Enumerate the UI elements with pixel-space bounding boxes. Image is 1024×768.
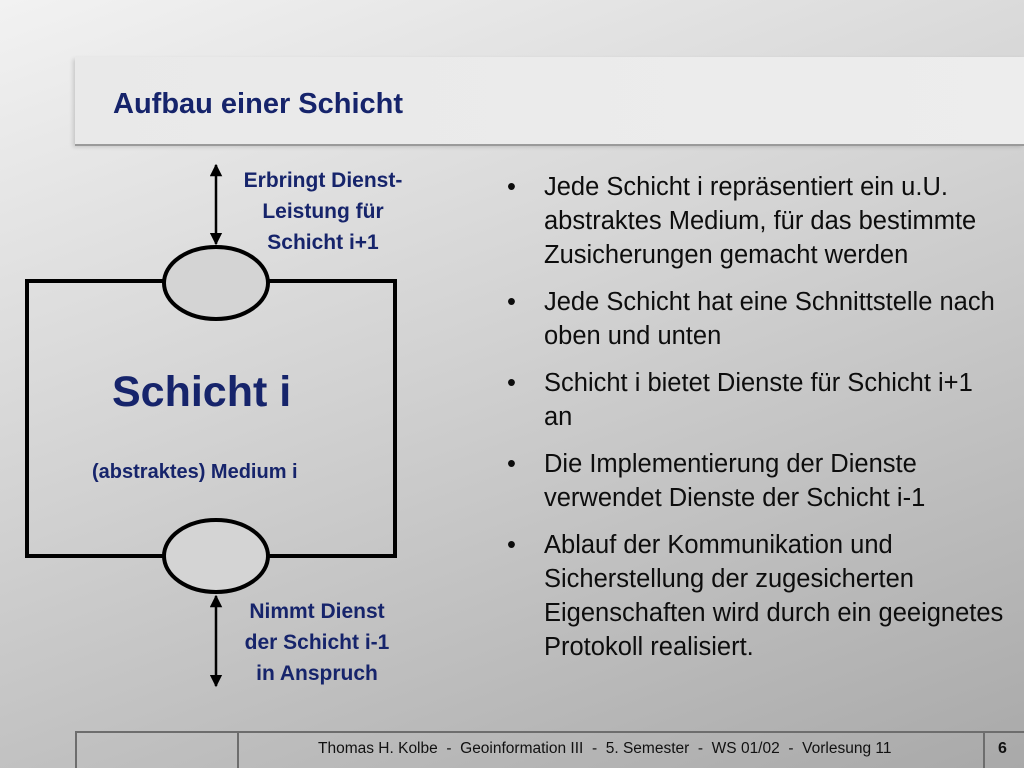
footer-divider xyxy=(75,731,77,768)
upper-service-label: Erbringt Dienst- Leistung für Schicht i+1 xyxy=(243,169,403,254)
page-number: 6 xyxy=(998,740,1007,757)
bullet-item xyxy=(507,528,1007,664)
bullet-icon: • xyxy=(507,369,516,397)
layer-box xyxy=(27,281,395,556)
bullet-item xyxy=(507,447,1007,515)
bullet-icon: • xyxy=(507,450,516,478)
bullet-item xyxy=(507,366,1007,434)
bullet-text: Schicht i bietet Dienste für Schicht i+1 an xyxy=(544,369,973,431)
bullet-item xyxy=(507,285,1007,353)
bullet-list xyxy=(507,170,1007,677)
slide-title: Aufbau einer Schicht xyxy=(113,88,404,120)
bullet-item xyxy=(507,170,1007,272)
bullet-icon: • xyxy=(507,531,516,559)
lower-service-label: Nimmt Dienst der Schicht i-1 in Anspruch xyxy=(244,600,390,685)
bullet-text: Die Implementierung der Dienste verwendet Dienste der Schicht i-1 xyxy=(544,450,926,512)
lower-interface-ellipse xyxy=(164,520,268,592)
bullet-text: Jede Schicht hat eine Schnittstelle nach oben und unten xyxy=(544,288,995,350)
layer-title: Schicht i xyxy=(112,368,292,416)
footer-divider xyxy=(983,731,985,768)
footer-text: Thomas H. Kolbe - Geoinformation III - 5. Semester - WS 01/02 - Vorlesung 11 xyxy=(318,740,892,757)
layer-subtitle: (abstraktes) Medium i xyxy=(92,461,298,483)
bullet-icon: • xyxy=(507,173,516,201)
footer-rule xyxy=(75,731,1024,733)
bullet-icon: • xyxy=(507,288,516,316)
footer-divider xyxy=(237,731,239,768)
bullet-text: Jede Schicht i repräsentiert ein u.U. abstraktes Medium, für das bestimmte Zusicherungen gemacht werden xyxy=(544,173,977,269)
bullet-text: Ablauf der Kommunikation und Sicherstellung der zugesicherten Eigenschaften wird durch ein geeignetes Protokoll realisiert. xyxy=(544,531,1004,661)
